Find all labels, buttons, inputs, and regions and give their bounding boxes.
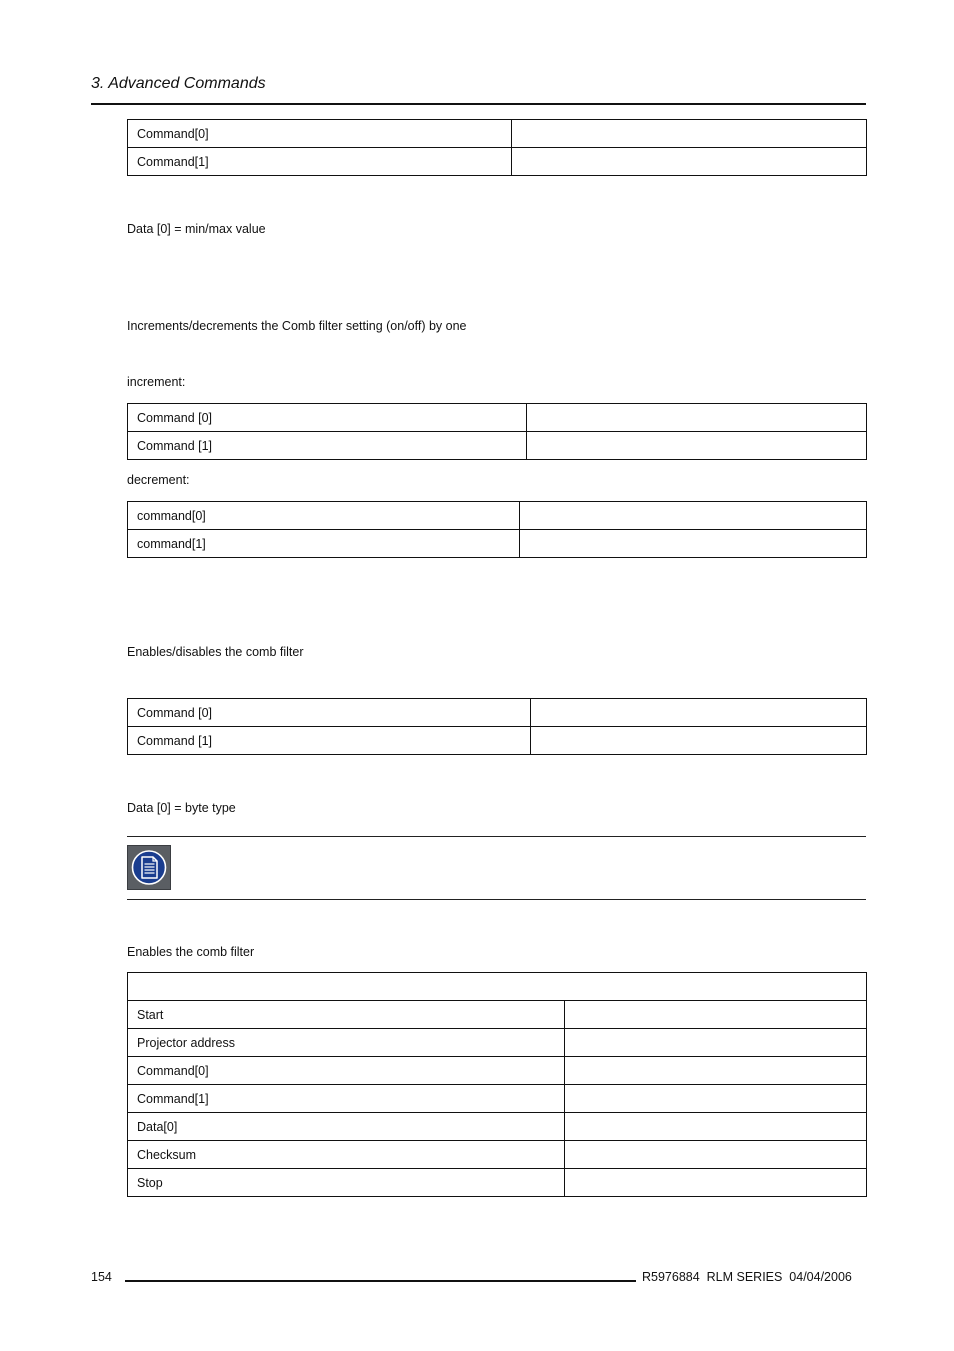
table-cell — [520, 530, 867, 558]
table-cell — [565, 1029, 867, 1057]
table-row — [128, 1001, 867, 1029]
table-cell — [512, 148, 867, 176]
table-cell: Projector address — [128, 1029, 565, 1057]
table-row — [128, 530, 867, 558]
table-row — [128, 1029, 867, 1057]
table-cell — [520, 502, 867, 530]
table-header-row — [128, 973, 867, 1001]
comb-filter-description: Increments/decrements the Comb filter setting (on/off) by one — [127, 319, 467, 333]
table-row — [128, 148, 867, 176]
table-cell: Command[0] — [128, 120, 512, 148]
table-cell: Command[1] — [128, 148, 512, 176]
table-cell — [565, 1057, 867, 1085]
table-cell: Command[1] — [128, 1085, 565, 1113]
table-cell: command[1] — [128, 530, 520, 558]
table-cell — [527, 432, 867, 460]
table-cell: Checksum — [128, 1141, 565, 1169]
table-cell: Command[0] — [128, 1057, 565, 1085]
footer-reference: R5976884 RLM SERIES 04/04/2006 — [642, 1270, 852, 1284]
table-cell — [531, 699, 867, 727]
table-cell: Command [1] — [128, 727, 531, 755]
table-header-cell — [128, 973, 867, 1001]
enable-disable-description: Enables/disables the comb filter — [127, 645, 304, 659]
note-bottom-rule — [127, 899, 866, 900]
table-cell — [565, 1001, 867, 1029]
header-rule — [91, 103, 866, 105]
enable-comb-description: Enables the comb filter — [127, 945, 255, 959]
decrement-label: decrement: — [127, 473, 190, 487]
table-row — [128, 432, 867, 460]
table-cell: Command [0] — [128, 404, 527, 432]
table-row — [128, 1085, 867, 1113]
table-row — [128, 727, 867, 755]
table-row — [128, 1169, 867, 1197]
table-cell: Command [0] — [128, 699, 531, 727]
page-number: 154 — [91, 1270, 112, 1284]
table-row — [128, 1113, 867, 1141]
note-document-icon — [127, 845, 171, 890]
data-byte-type-text: Data [0] = byte type — [127, 801, 236, 815]
table-cell: command[0] — [128, 502, 520, 530]
increment-command-table — [127, 403, 867, 460]
table-cell — [565, 1169, 867, 1197]
command-table — [127, 119, 867, 176]
increment-label: increment: — [127, 375, 186, 389]
table-cell — [527, 404, 867, 432]
table-row — [128, 1057, 867, 1085]
data-min-max-text: Data [0] = min/max value — [127, 222, 266, 236]
table-cell — [512, 120, 867, 148]
table-cell: Stop — [128, 1169, 565, 1197]
page-header-title: 3. Advanced Commands — [91, 75, 266, 92]
table-cell: Data[0] — [128, 1113, 565, 1141]
table-cell: Start — [128, 1001, 565, 1029]
enable-comb-table — [127, 972, 867, 1197]
note-top-rule — [127, 836, 866, 837]
table-cell — [565, 1085, 867, 1113]
table-cell — [531, 727, 867, 755]
table-cell — [565, 1113, 867, 1141]
decrement-command-table — [127, 501, 867, 558]
table-row — [128, 120, 867, 148]
table-row — [128, 699, 867, 727]
footer-rule — [125, 1280, 636, 1282]
table-row — [128, 404, 867, 432]
table-row — [128, 502, 867, 530]
enable-disable-command-table — [127, 698, 867, 755]
table-cell: Command [1] — [128, 432, 527, 460]
table-row — [128, 1141, 867, 1169]
table-cell — [565, 1141, 867, 1169]
